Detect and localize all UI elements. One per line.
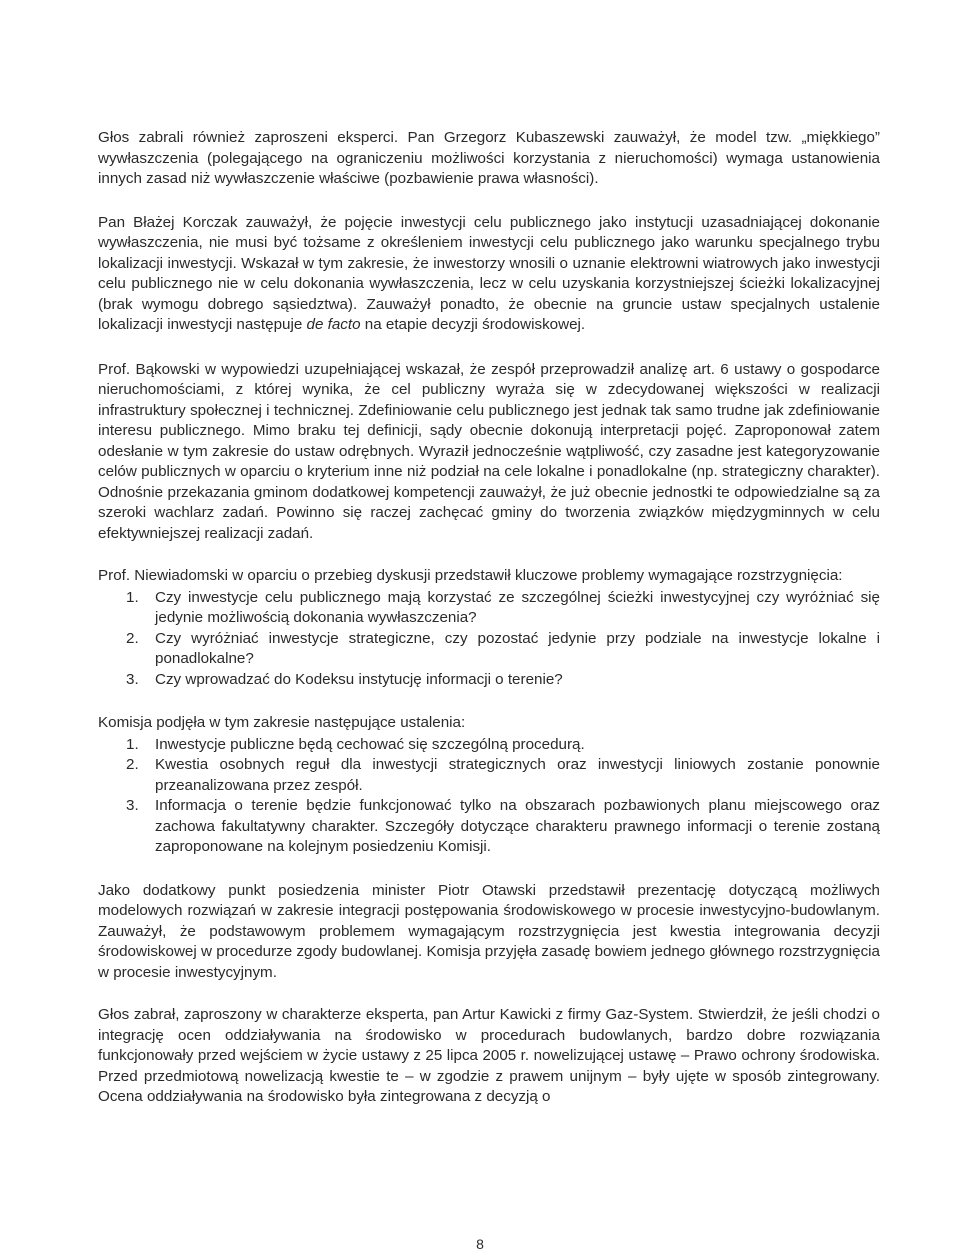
list-item-number: 1. <box>126 588 139 606</box>
list-item-text: Kwestia osobnych reguł dla inwestycji strategicznych oraz inwestycji liniowych zostanie ponownie przeanalizowana przez zespół. <box>155 756 880 794</box>
list-item-text: Czy wprowadzać do Kodeksu instytucję informacji o terenie? <box>155 670 563 688</box>
paragraph-korczak-italic: de facto <box>306 316 361 333</box>
list-item <box>98 670 880 691</box>
list-item-number: 3. <box>126 797 139 814</box>
decisions-list <box>98 735 880 858</box>
list-item-text: Czy wyróżniać inwestycje strategiczne, czy pozostać jedynie przy podziale na inwestycje lokalne i ponadlokalne? <box>155 629 880 667</box>
page-number: 8 <box>476 1236 484 1252</box>
list-item-text: Czy inwestycje celu publicznego mają korzystać ze szczególnej ścieżki inwestycyjnej czy wyróżniać się jedynie możliwością dokonania wywłaszczenia? <box>155 588 880 626</box>
paragraph-korczak-text: Pan Błażej Korczak zauważył, że pojęcie inwestycji celu publicznego jako instytucji uzasadniającej dokonanie wywłaszczenia, nie musi być tożsame z określeniem inwestycji celu publicznego jako warunku specjalnego trybu lokalizacji inwestycji. Wskazał w tym zakresie, że inwestorzy wnosili o uznanie elektrowni wiatrowych jako inwestycji celu publicznego nie w celu dokonania wywłaszczenia, lecz w celu uzyskania korzystniejszej ścieżki lokalizacyjnej (brak wymogu dobrego sąsiedztwa). Zauważył ponadto, że obecnie na gruncie ustaw specjalnych ustalenie lokalizacji inwestycji następuje <box>98 213 880 333</box>
list-item-number: 3. <box>126 670 139 688</box>
paragraph-korczak-end: na etapie decyzji środowiskowej. <box>360 316 586 333</box>
paragraph-niewiadomski: Prof. Niewiadomski w oparciu o przebieg dyskusji przedstawił kluczowe problemy wymagające rozstrzygnięcia: <box>98 567 843 584</box>
list-item-text: Inwestycje publiczne będą cechować się szczególną procedurą. <box>155 735 585 753</box>
list-item <box>98 588 880 629</box>
list-item-text: Informacja o terenie będzie funkcjonować tylko na obszarach pozbawionych planu miejscowego oraz zachowa fakultatywny charakter. Szczegóły dotyczące charakteru prawnego informacji o terenie zostaną zaproponowane na kolejnym posiedzeniu Komisji. <box>155 797 880 855</box>
paragraph-kubaszewski: Głos zabrali również zaproszeni eksperci. Pan Grzegorz Kubaszewski zauważył, że model tzw. „miękkiego” wywłaszczenia (polegającego na ograniczeniu możliwości korzystania z nieruchomości) wymaga ustanowienia innych zasad niż wywłaszczenie właściwe (pozbawienie prawa własności). <box>98 129 880 187</box>
list-item <box>98 796 880 858</box>
list-item-number: 2. <box>126 756 139 773</box>
list-item <box>98 755 880 796</box>
list-item-number: 2. <box>126 629 139 647</box>
list-item <box>98 735 880 756</box>
paragraph-kawicki: Głos zabrał, zaproszony w charakterze eksperta, pan Artur Kawicki z firmy Gaz-System. Stwierdził, że jeśli chodzi o integrację ocen oddziaływania na środowisko w procedurach budowlanych, bardzo dobre rozwiązania funkcjonowały przed wejściem w życie ustawy z 25 lipca 2005 r. nowelizującej ustawę – Prawo ochrony środowiska. Przed przedmiotową nowelizacją kwestie te – w zgodzie z prawem unijnym – były ujęte w sposób zintegrowany. Ocena oddziaływania na środowisko była zintegrowana z decyzją o <box>98 1006 880 1105</box>
problems-list <box>98 588 880 691</box>
document-page <box>98 128 880 1130</box>
paragraph-otawski: Jako dodatkowy punkt posiedzenia minister Piotr Otawski przedstawił prezentację dotyczącą możliwych modelowych rozwiązań w zakresie integracji postępowania środowiskowego w procesie inwestycyjno-budowlanym. Zauważył, że podstawowym problemem wymagającym rozstrzygnięcia jest kwestia integrowania decyzji środowiskowej w procedurze zgody budowlanej. Komisja przyjęła zasadę bowiem jednego głównego rozstrzygnięcia w procesie inwestycyjnym. <box>98 881 880 981</box>
paragraph-bakowski: Prof. Bąkowski w wypowiedzi uzupełniającej wskazał, że zespół przeprowadził analizę art. 6 ustawy o gospodarce nieruchomościami, z której wynika, że cel publiczny wyraża się w zdecydowanej większości w realizacji infrastruktury społecznej i technicznej. Zdefiniowanie celu publicznego jest jednak tak samo trudne jak zdefiniowanie interesu publicznego. Mimo braku tej definicji, sądy obecnie dokonują interpretacji pojęć. Zaproponował zatem odesłanie w tym zakresie do ustaw odrębnych. Wyraził jednocześnie wątpliwość, czy zasadne jest kategoryzowanie celów publicznych w oparciu o kryterium inne niż podział na cele lokalne i ponadlokalne (np. strategiczny charakter). Odnośnie przekazania gminom dodatkowej kompetencji zauważył, że już obecnie jednostki te odpowiedzialne są za szeroki wachlarz zadań. Powinno się raczej zachęcać gminy do tworzenia związków międzygminnych w celu efektywniejszej realizacji zadań. <box>98 360 880 542</box>
paragraph-komisja: Komisja podjęła w tym zakresie następujące ustalenia: <box>98 714 466 731</box>
list-item-number: 1. <box>126 735 139 753</box>
list-item <box>98 629 880 670</box>
paragraph-korczak <box>98 213 880 336</box>
